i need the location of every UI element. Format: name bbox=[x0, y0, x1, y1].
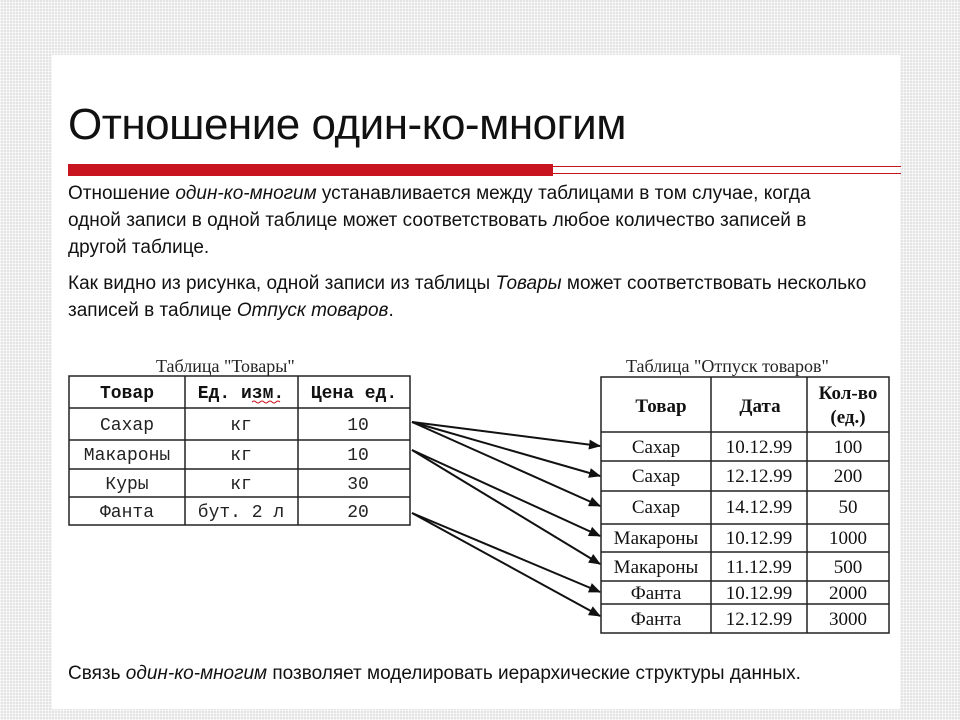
goods-cell: Куры bbox=[105, 475, 149, 495]
sales-cell: 50 bbox=[838, 497, 858, 518]
goods-cell: 30 bbox=[347, 475, 369, 495]
text: может соответствовать несколько записей в таблице bbox=[68, 273, 867, 321]
goods-cell: кг bbox=[230, 446, 252, 466]
title-underline-line-lower bbox=[553, 173, 901, 174]
arrow-fanta-2 bbox=[412, 513, 600, 616]
goods-header-product: Товар bbox=[99, 384, 155, 404]
sales-header-qty-unit: (ед.) bbox=[830, 407, 866, 428]
goods-table-caption: Таблица "Товары" bbox=[156, 356, 295, 376]
text: Отношение bbox=[68, 183, 176, 204]
sales-cell: 12.12.99 bbox=[725, 466, 793, 487]
goods-cell: Макароны bbox=[83, 446, 171, 466]
emphasis-term: один-ко-многим bbox=[175, 183, 317, 204]
goods-header-unit: Ед. изм. bbox=[197, 384, 285, 404]
paragraph-conclusion bbox=[68, 660, 868, 687]
goods-cell: кг bbox=[230, 416, 252, 436]
paragraph-definition bbox=[68, 180, 868, 261]
goods-header-price: Цена ед. bbox=[310, 384, 398, 404]
text: устанавливается между таблицами в том случае, когда одной записи в одной таблице может соответствовать любое количество записей в другой таблице. bbox=[68, 183, 811, 258]
sales-header-date: Дата bbox=[739, 396, 781, 417]
sales-cell: Фанта bbox=[630, 609, 682, 630]
emphasis-term: один-ко-многим bbox=[125, 663, 268, 684]
goods-cell: бут. 2 л bbox=[197, 503, 285, 523]
sales-cell: 10.12.99 bbox=[725, 583, 793, 604]
text: Связь bbox=[68, 663, 126, 684]
sales-cell: 500 bbox=[833, 557, 863, 578]
emphasis-table-goods: Товары bbox=[495, 273, 562, 294]
sales-cell: 12.12.99 bbox=[725, 609, 793, 630]
sales-cell: Фанта bbox=[630, 583, 682, 604]
relationship-diagram bbox=[60, 352, 898, 640]
sales-cell: Сахар bbox=[631, 437, 681, 458]
sales-cell: 2000 bbox=[829, 583, 867, 604]
relationship-arrows bbox=[412, 422, 600, 616]
emphasis-table-sales: Отпуск товаров bbox=[236, 300, 389, 321]
sales-cell: 10.12.99 bbox=[725, 528, 793, 549]
goods-cell: кг bbox=[230, 475, 252, 495]
sales-header-product: Товар bbox=[635, 396, 687, 417]
sales-cell: 11.12.99 bbox=[726, 557, 792, 578]
sales-cell: Макароны bbox=[613, 528, 699, 549]
sales-cell: 14.12.99 bbox=[725, 497, 793, 518]
goods-cell: Сахар bbox=[99, 416, 155, 436]
sales-cell: 200 bbox=[833, 466, 863, 487]
title-underline-line bbox=[553, 166, 901, 167]
sales-header-qty: Кол-во bbox=[818, 383, 878, 404]
text: Как видно из рисунка, одной записи из таблицы bbox=[68, 273, 496, 294]
sales-cell: Сахар bbox=[631, 466, 681, 487]
sales-cell: Сахар bbox=[631, 497, 681, 518]
title-underline-bar bbox=[68, 164, 553, 176]
goods-cell: 20 bbox=[347, 503, 369, 523]
goods-cell: Фанта bbox=[99, 503, 155, 523]
arrow-fanta-1 bbox=[412, 513, 600, 592]
goods-cell: 10 bbox=[347, 446, 369, 466]
sales-cell: Макароны bbox=[613, 557, 699, 578]
text: позволяет моделировать иерархические структуры данных. bbox=[267, 663, 801, 684]
slide-title: Отношение один-ко-многим bbox=[68, 100, 626, 149]
text: . bbox=[388, 300, 394, 321]
sales-cell: 10.12.99 bbox=[725, 437, 793, 458]
paragraph-example bbox=[68, 270, 868, 324]
goods-cell: 10 bbox=[347, 416, 369, 436]
sales-cell: 1000 bbox=[829, 528, 867, 549]
sales-table-caption: Таблица "Отпуск товаров" bbox=[626, 356, 829, 376]
sales-cell: 100 bbox=[833, 437, 863, 458]
relationship-figure bbox=[60, 352, 898, 640]
sales-cell: 3000 bbox=[829, 609, 867, 630]
